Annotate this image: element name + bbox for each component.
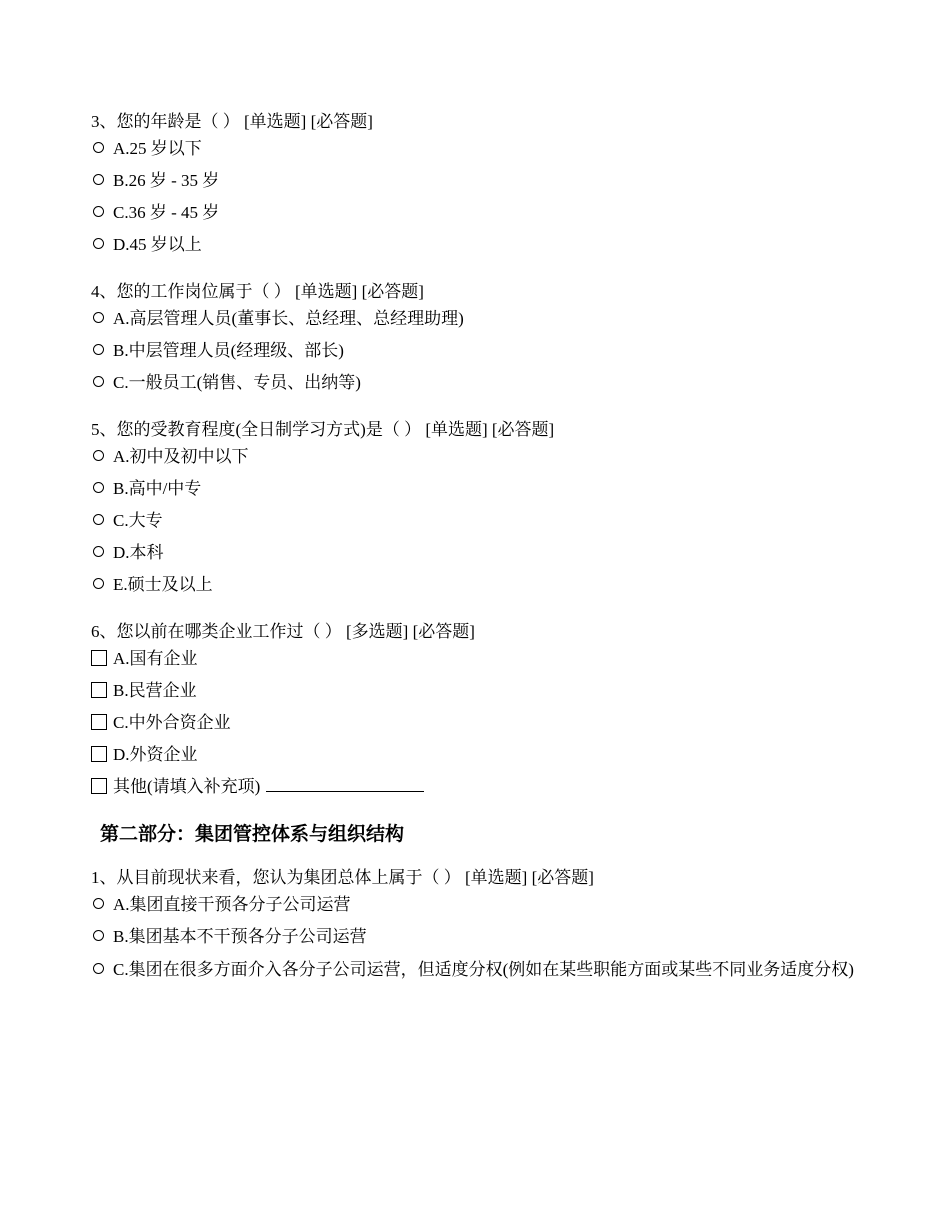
option-position-b[interactable] [91, 340, 861, 362]
option-enterprise-other[interactable] [91, 776, 861, 798]
option-control-a[interactable] [91, 894, 861, 916]
option-label: C.中外合资企业 [113, 713, 231, 732]
radio-icon[interactable] [93, 206, 104, 217]
question-position [91, 280, 861, 394]
option-enterprise-c[interactable] [91, 712, 861, 734]
section-heading: 第二部分：集团管控体系与组织结构 [100, 824, 405, 845]
option-position-a[interactable] [91, 308, 861, 330]
question-title: 5、您的受教育程度(全日制学习方式)是（ ） [单选题] [必答题] [91, 420, 555, 439]
option-age-c[interactable] [91, 202, 861, 224]
question-enterprise-type [91, 620, 861, 798]
option-control-b[interactable] [91, 926, 861, 948]
option-label: B.26 岁 - 35 岁 [113, 171, 220, 190]
checkbox-icon[interactable] [91, 682, 107, 698]
option-label: D.本科 [113, 543, 164, 562]
checkbox-icon[interactable] [91, 778, 107, 794]
radio-icon[interactable] [93, 312, 104, 323]
question-education [91, 418, 861, 596]
question-group-control [91, 866, 861, 982]
other-fill-in-blank[interactable] [266, 777, 424, 792]
option-age-a[interactable] [91, 138, 861, 160]
radio-icon[interactable] [93, 514, 104, 525]
radio-icon[interactable] [93, 898, 104, 909]
radio-icon[interactable] [93, 344, 104, 355]
option-age-b[interactable] [91, 170, 861, 192]
option-education-d[interactable] [91, 542, 861, 564]
radio-icon[interactable] [93, 963, 104, 974]
option-label: A.初中及初中以下 [113, 447, 249, 466]
option-enterprise-a[interactable] [91, 648, 861, 670]
radio-icon[interactable] [93, 546, 104, 557]
radio-icon[interactable] [93, 376, 104, 387]
question-title: 4、您的工作岗位属于（ ） [单选题] [必答题] [91, 282, 424, 301]
option-label: A.25 岁以下 [113, 139, 202, 158]
option-education-b[interactable] [91, 478, 861, 500]
radio-icon[interactable] [93, 450, 104, 461]
radio-icon[interactable] [93, 238, 104, 249]
option-label: B.集团基本不干预各分子公司运营 [113, 927, 367, 946]
option-label: A.集团直接干预各分子公司运营 [113, 895, 351, 914]
radio-icon[interactable] [93, 174, 104, 185]
survey-page [91, 110, 861, 1006]
option-label: D.外资企业 [113, 745, 198, 764]
option-education-e[interactable] [91, 574, 861, 596]
option-enterprise-d[interactable] [91, 744, 861, 766]
radio-icon[interactable] [93, 142, 104, 153]
option-education-c[interactable] [91, 510, 861, 532]
option-label: C.集团在很多方面介入各分子公司运营，但适度分权(例如在某些职能方面或某些不同业务适度分权) [113, 960, 854, 979]
option-label: A.高层管理人员(董事长、总经理、总经理助理) [113, 309, 464, 328]
question-title: 3、您的年龄是（ ） [单选题] [必答题] [91, 112, 373, 131]
option-label: A.国有企业 [113, 649, 198, 668]
radio-icon[interactable] [93, 578, 104, 589]
option-label: C.大专 [113, 511, 163, 530]
option-label: 其他(请填入补充项) [113, 777, 261, 796]
option-label: E.硕士及以上 [113, 575, 213, 594]
option-label: B.中层管理人员(经理级、部长) [113, 341, 344, 360]
option-position-c[interactable] [91, 372, 861, 394]
radio-icon[interactable] [93, 930, 104, 941]
option-label: B.高中/中专 [113, 479, 202, 498]
option-enterprise-b[interactable] [91, 680, 861, 702]
option-education-a[interactable] [91, 446, 861, 468]
checkbox-icon[interactable] [91, 650, 107, 666]
question-title: 1、从目前现状来看，您认为集团总体上属于（ ） [单选题] [必答题] [91, 868, 594, 887]
option-label: B.民营企业 [113, 681, 197, 700]
question-age [91, 110, 861, 256]
checkbox-icon[interactable] [91, 746, 107, 762]
option-age-d[interactable] [91, 234, 861, 256]
question-title: 6、您以前在哪类企业工作过（ ） [多选题] [必答题] [91, 622, 475, 641]
option-label: C.36 岁 - 45 岁 [113, 203, 220, 222]
option-label: D.45 岁以上 [113, 235, 202, 254]
option-label: C.一般员工(销售、专员、出纳等) [113, 373, 361, 392]
option-control-c[interactable] [91, 958, 861, 982]
radio-icon[interactable] [93, 482, 104, 493]
checkbox-icon[interactable] [91, 714, 107, 730]
